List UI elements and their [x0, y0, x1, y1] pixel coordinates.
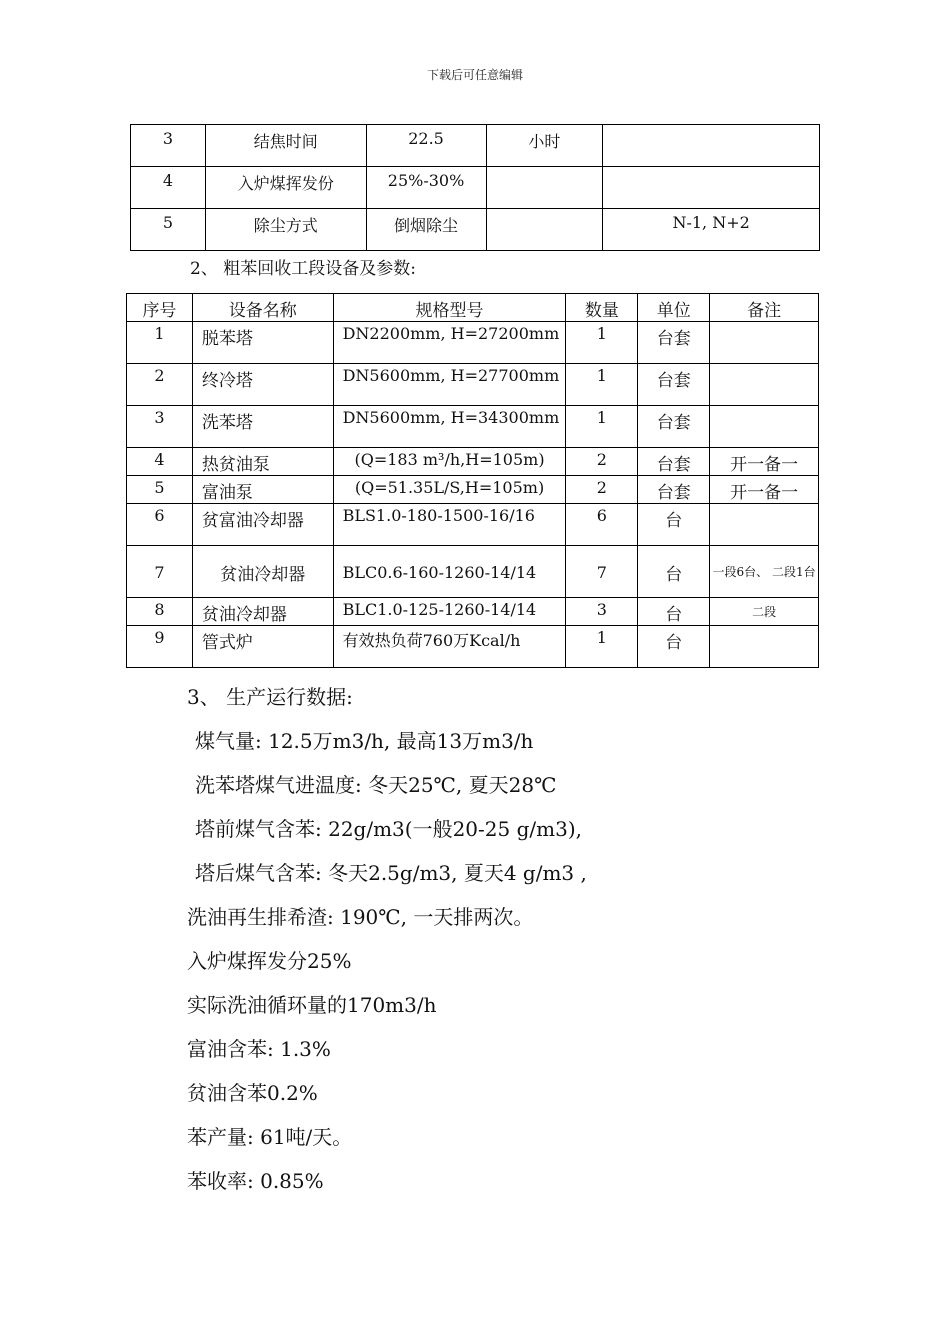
cell-unit: 台套 [638, 476, 710, 504]
cell-no: 6 [127, 504, 193, 546]
header-no: 序号 [127, 294, 193, 322]
table-row [127, 448, 819, 476]
cell-note [710, 626, 819, 668]
data-line-gas-volume: 煤气量: 12.5万m3/h, 最高13万m3/h [195, 729, 534, 753]
cell-no: 9 [127, 626, 193, 668]
cell-unit [486, 209, 603, 251]
data-line-coal-volatile: 入炉煤挥发分25% [187, 949, 352, 973]
section-3-operating-data [187, 682, 587, 1210]
cell-spec: BLC0.6-160-1260-14/14 [333, 546, 566, 598]
cell-value: 25%-30% [366, 167, 486, 209]
table-row [127, 364, 819, 406]
cell-name: 洗苯塔 [192, 406, 333, 448]
cell-no: 5 [131, 209, 206, 251]
cell-note: 开一备一 [710, 476, 819, 504]
cell-unit [486, 167, 603, 209]
cell-no: 4 [131, 167, 206, 209]
cell-spec: BLS1.0-180-1500-16/16 [333, 504, 566, 546]
header-qty: 数量 [566, 294, 638, 322]
cell-note: 一段6台、 二段1台 [710, 546, 819, 598]
table-row [131, 125, 820, 167]
cell-unit: 台 [638, 546, 710, 598]
cell-value: 倒烟除尘 [366, 209, 486, 251]
cell-no: 5 [127, 476, 193, 504]
cell-name: 除尘方式 [205, 209, 366, 251]
data-line-wash-oil-residue: 洗油再生排希渣: 190℃, 一天排两次。 [187, 905, 534, 929]
cell-unit: 台套 [638, 448, 710, 476]
page-header-note: 下载后可任意编辑 [426, 68, 523, 82]
table-row [127, 322, 819, 364]
cell-qty: 1 [566, 322, 638, 364]
section-3-title: 3、 生产运行数据: [187, 685, 353, 709]
cell-spec: DN2200mm, H=27200mm [333, 322, 566, 364]
data-line-benzene-yield: 苯收率: 0.85% [187, 1169, 324, 1193]
cell-no: 8 [127, 598, 193, 626]
cell-spec: (Q=51.35L/S,H=105m) [333, 476, 566, 504]
cell-note [603, 125, 820, 167]
data-line-lean-oil-benzene: 贫油含苯0.2% [187, 1081, 318, 1105]
data-line-rich-oil-benzene: 富油含苯: 1.3% [187, 1037, 331, 1061]
cell-spec: 有效热负荷760万Kcal/h [333, 626, 566, 668]
cell-note [710, 406, 819, 448]
cell-unit: 台 [638, 598, 710, 626]
table-row [131, 167, 820, 209]
data-line-gas-inlet-temp: 洗苯塔煤气进温度: 冬天25℃, 夏天28℃ [195, 773, 557, 797]
cell-spec: (Q=183 m³/h,H=105m) [333, 448, 566, 476]
cell-spec: DN5600mm, H=34300mm [333, 406, 566, 448]
section-2-title: 2、 粗苯回收工段设备及参数: [190, 259, 416, 279]
table-row [127, 476, 819, 504]
cell-name: 富油泵 [192, 476, 333, 504]
cell-qty: 2 [566, 448, 638, 476]
cell-note: 二段 [710, 598, 819, 626]
table-benzene-equipment [126, 293, 819, 668]
table-row [131, 209, 820, 251]
cell-qty: 6 [566, 504, 638, 546]
cell-no: 3 [131, 125, 206, 167]
cell-qty: 2 [566, 476, 638, 504]
cell-no: 1 [127, 322, 193, 364]
cell-name: 脱苯塔 [192, 322, 333, 364]
cell-note [710, 322, 819, 364]
cell-note: N-1, N+2 [603, 209, 820, 251]
header-name: 设备名称 [192, 294, 333, 322]
cell-no: 7 [127, 546, 193, 598]
header-note: 备注 [710, 294, 819, 322]
cell-name: 终冷塔 [192, 364, 333, 406]
data-line-benzene-output: 苯产量: 61吨/天。 [187, 1125, 353, 1149]
cell-name: 入炉煤挥发份 [205, 167, 366, 209]
cell-note [710, 504, 819, 546]
cell-unit: 小时 [486, 125, 603, 167]
cell-qty: 7 [566, 546, 638, 598]
table-row [127, 504, 819, 546]
cell-value: 22.5 [366, 125, 486, 167]
cell-name: 贫富油冷却器 [192, 504, 333, 546]
cell-spec: DN5600mm, H=27700mm [333, 364, 566, 406]
cell-unit: 台 [638, 626, 710, 668]
cell-qty: 3 [566, 598, 638, 626]
cell-note: 开一备一 [710, 448, 819, 476]
cell-unit: 台套 [638, 406, 710, 448]
cell-no: 3 [127, 406, 193, 448]
data-line-benzene-before-tower: 塔前煤气含苯: 22g/m3(一般20-25 g/m3), [195, 817, 582, 841]
header-spec: 规格型号 [333, 294, 566, 322]
cell-unit: 台套 [638, 364, 710, 406]
header-unit: 单位 [638, 294, 710, 322]
cell-no: 4 [127, 448, 193, 476]
cell-name: 管式炉 [192, 626, 333, 668]
data-line-benzene-after-tower: 塔后煤气含苯: 冬天2.5g/m3, 夏天4 g/m3 , [195, 861, 587, 885]
data-line-wash-oil-circulation: 实际洗油循环量的170m3/h [187, 993, 437, 1017]
cell-note [603, 167, 820, 209]
cell-name: 贫油冷却器 [192, 546, 333, 598]
cell-name: 热贫油泵 [192, 448, 333, 476]
table-row [127, 546, 819, 598]
cell-note [710, 364, 819, 406]
cell-qty: 1 [566, 626, 638, 668]
cell-qty: 1 [566, 406, 638, 448]
table-coking-params [130, 124, 820, 251]
cell-name: 结焦时间 [205, 125, 366, 167]
table-row [127, 406, 819, 448]
cell-name: 贫油冷却器 [192, 598, 333, 626]
table-row [127, 598, 819, 626]
table-header-row [127, 294, 819, 322]
table-row [127, 626, 819, 668]
cell-unit: 台套 [638, 322, 710, 364]
cell-unit: 台 [638, 504, 710, 546]
cell-spec: BLC1.0-125-1260-14/14 [333, 598, 566, 626]
cell-qty: 1 [566, 364, 638, 406]
cell-no: 2 [127, 364, 193, 406]
